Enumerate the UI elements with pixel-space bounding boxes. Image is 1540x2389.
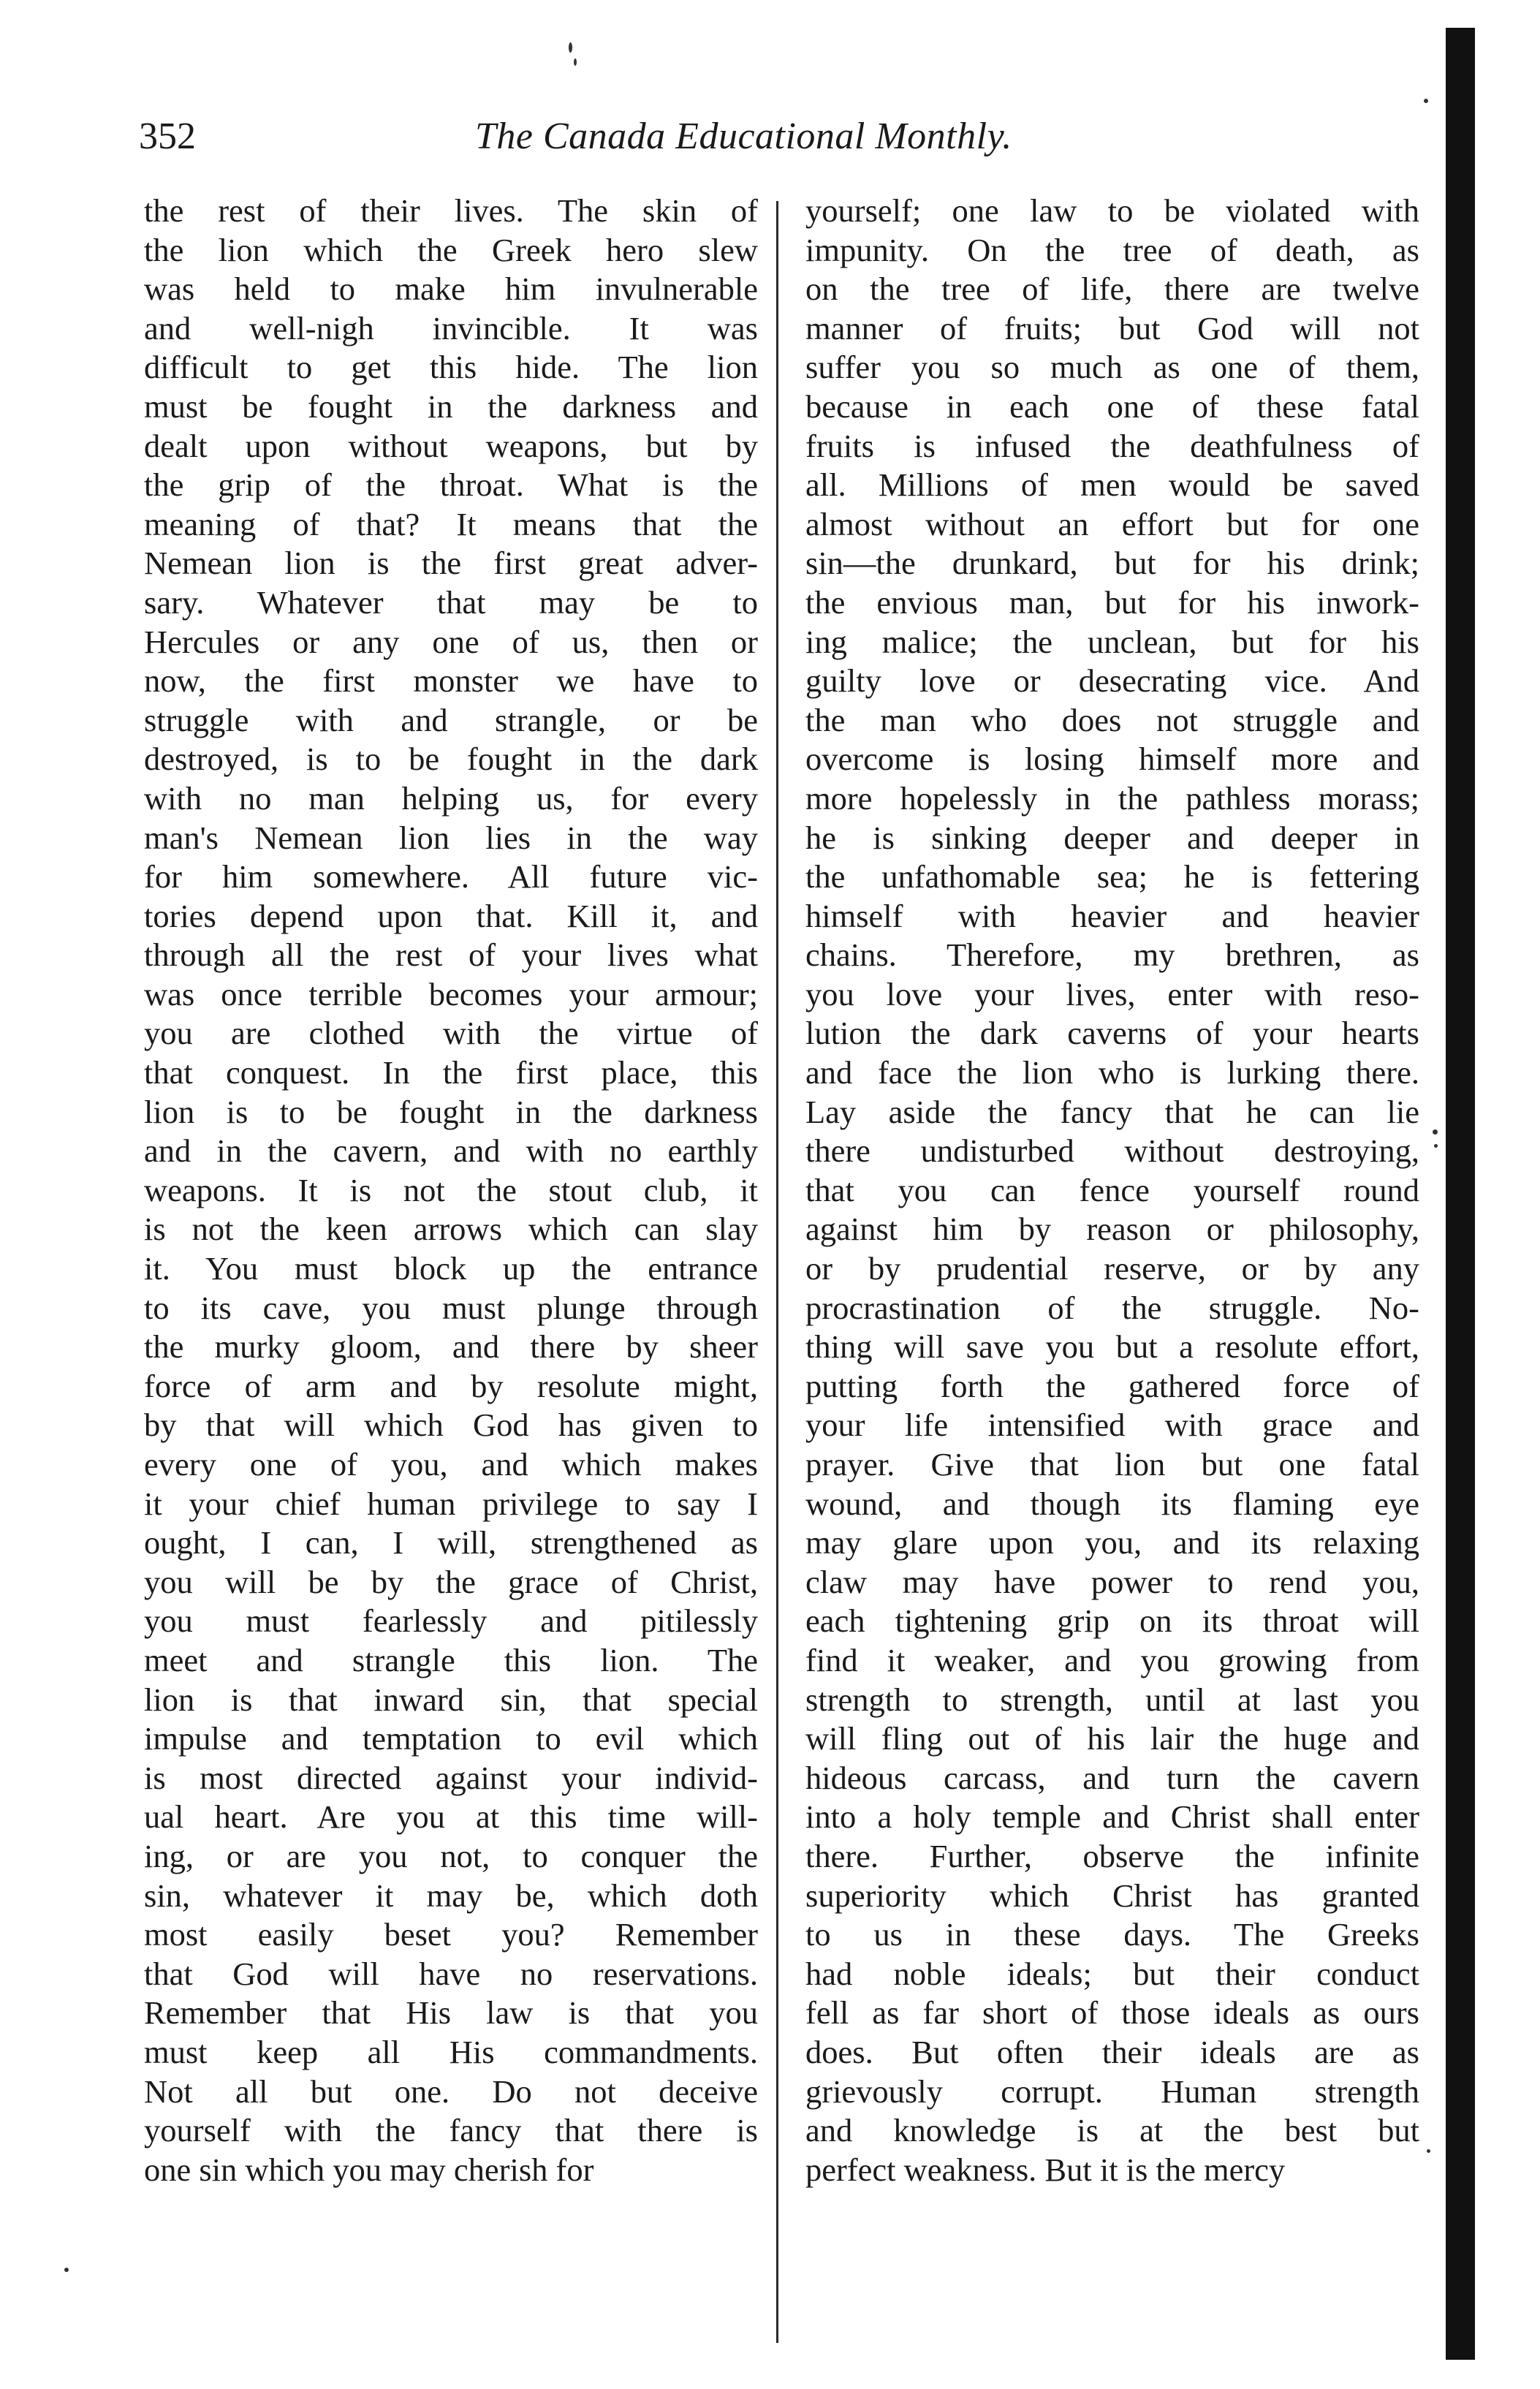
- page-header: [139, 111, 1425, 170]
- scan-speck: [1427, 2149, 1430, 2153]
- page-number: 352: [139, 116, 196, 157]
- text-line: and well-nigh invincible. It was: [144, 309, 758, 347]
- text-line: most easily beset you? Remember: [144, 1916, 758, 1953]
- text-line: the unfathomable sea; he is fettering: [805, 858, 1419, 896]
- text-line: that God will have no reservations.: [144, 1955, 758, 1992]
- text-line: had noble ideals; but their conduct: [805, 1955, 1419, 1992]
- scan-speck: [64, 2268, 69, 2272]
- text-line: ual heart. Are you at this time will-: [144, 1798, 758, 1836]
- text-line: wound, and though its flaming eye: [805, 1485, 1419, 1522]
- text-line: almost without an effort but for one: [805, 505, 1419, 542]
- scan-speck: [1433, 1129, 1438, 1135]
- text-line: sin—the drunkard, but for his drink;: [805, 545, 1419, 582]
- text-line: or by prudential reserve, or by any: [805, 1250, 1419, 1287]
- text-line: that conquest. In the first place, this: [144, 1054, 758, 1091]
- text-line: Nemean lion is the first great adver-: [144, 545, 758, 582]
- scan-speck: [574, 58, 577, 66]
- text-line: hideous carcass, and turn the cavern: [805, 1759, 1419, 1796]
- text-line: there. Further, observe the infinite: [805, 1837, 1419, 1874]
- text-line: difficult to get this hide. The lion: [144, 349, 758, 386]
- text-line: may glare upon you, and its relaxing: [805, 1524, 1419, 1561]
- text-line: Lay aside the fancy that he can lie: [805, 1093, 1419, 1130]
- text-line: impunity. On the tree of death, as: [805, 231, 1419, 268]
- text-line: with no man helping us, for every: [144, 779, 758, 817]
- text-line: ought, I can, I will, strengthened as: [144, 1524, 758, 1561]
- text-line: it your chief human privilege to say I: [144, 1485, 758, 1522]
- text-line: you love your lives, enter with reso-: [805, 975, 1419, 1012]
- scan-edge-bar: [1446, 28, 1475, 2360]
- text-line: must be fought in the darkness and: [144, 387, 758, 425]
- text-line: superiority which Christ has granted: [805, 1877, 1419, 1914]
- text-line: meaning of that? It means that the: [144, 505, 758, 542]
- text-line: impulse and temptation to evil which: [144, 1720, 758, 1757]
- text-line: it. You must block up the entrance: [144, 1250, 758, 1287]
- text-line: was held to make him invulnerable: [144, 270, 758, 308]
- text-line: because in each one of these fatal: [805, 387, 1419, 425]
- text-line: prayer. Give that lion but one fatal: [805, 1446, 1419, 1483]
- text-line: to us in these days. The Greeks: [805, 1916, 1419, 1953]
- text-line: your life intensified with grace and: [805, 1406, 1419, 1444]
- text-line: man's Nemean lion lies in the way: [144, 819, 758, 856]
- text-line: ing, or are you not, to conquer the: [144, 1837, 758, 1874]
- text-line: grievously corrupt. Human strength: [805, 2072, 1419, 2110]
- text-line: destroyed, is to be fought in the dark: [144, 741, 758, 778]
- text-line: more hopelessly in the pathless morass;: [805, 779, 1419, 817]
- text-line: and face the lion who is lurking there.: [805, 1054, 1419, 1091]
- text-line: manner of fruits; but God will not: [805, 309, 1419, 347]
- text-line: fruits is infused the deathfulness of: [805, 427, 1419, 464]
- text-line: by that will which God has given to: [144, 1406, 758, 1444]
- text-line: into a holy temple and Christ shall enter: [805, 1798, 1419, 1836]
- text-line: for him somewhere. All future vic-: [144, 858, 758, 896]
- text-line: yourself; one law to be violated with: [805, 192, 1419, 229]
- text-line: lion is to be fought in the darkness: [144, 1093, 758, 1130]
- text-line: does. But often their ideals are as: [805, 2033, 1419, 2070]
- text-line: tories depend upon that. Kill it, and: [144, 897, 758, 934]
- text-line: against him by reason or philosophy,: [805, 1211, 1419, 1248]
- text-line: claw may have power to rend you,: [805, 1563, 1419, 1600]
- text-line: suffer you so much as one of them,: [805, 349, 1419, 386]
- running-title: The Canada Educational Monthly.: [475, 116, 1012, 157]
- text-line: is most directed against your individ-: [144, 1759, 758, 1796]
- text-line: chains. Therefore, my brethren, as: [805, 936, 1419, 974]
- text-line: perfect weakness. But it is the mercy: [805, 2151, 1286, 2188]
- text-line: one sin which you may cherish for: [144, 2151, 594, 2188]
- text-line: putting forth the gathered force of: [805, 1367, 1419, 1404]
- text-line: force of arm and by resolute might,: [144, 1367, 758, 1404]
- text-line: and in the cavern, and with no earthly: [144, 1132, 758, 1170]
- scan-speck: [569, 42, 572, 53]
- text-line: you are clothed with the virtue of: [144, 1015, 758, 1052]
- text-line: must keep all His commandments.: [144, 2033, 758, 2070]
- text-line: Hercules or any one of us, then or: [144, 623, 758, 660]
- text-line: procrastination of the struggle. No-: [805, 1289, 1419, 1326]
- left-column: [144, 192, 758, 2189]
- text-line: yourself with the fancy that there is: [144, 2112, 758, 2149]
- text-line: overcome is losing himself more and: [805, 741, 1419, 778]
- text-line: sin, whatever it may be, which doth: [144, 1877, 758, 1914]
- text-line: the murky gloom, and there by sheer: [144, 1328, 758, 1366]
- text-line: lution the dark caverns of your hearts: [805, 1015, 1419, 1052]
- text-line: through all the rest of your lives what: [144, 936, 758, 974]
- text-line: all. Millions of men would be saved: [805, 466, 1419, 504]
- text-line: meet and strangle this lion. The: [144, 1641, 758, 1678]
- text-line: now, the first monster we have to: [144, 662, 758, 700]
- text-line: Remember that His law is that you: [144, 1994, 758, 2032]
- text-line: the rest of their lives. The skin of: [144, 192, 758, 229]
- right-column: [805, 192, 1419, 2189]
- text-line: is not the keen arrows which can slay: [144, 1211, 758, 1248]
- text-line: dealt upon without weapons, but by: [144, 427, 758, 464]
- text-line: Not all but one. Do not deceive: [144, 2072, 758, 2110]
- text-line: to its cave, you must plunge through: [144, 1289, 758, 1326]
- text-line: each tightening grip on its throat will: [805, 1602, 1419, 1640]
- text-line: there undisturbed without destroying,: [805, 1132, 1419, 1170]
- column-divider: [776, 201, 778, 2343]
- text-line: himself with heavier and heavier: [805, 897, 1419, 934]
- text-line: struggle with and strangle, or be: [144, 701, 758, 738]
- text-line: sary. Whatever that may be to: [144, 583, 758, 621]
- text-line: lion is that inward sin, that special: [144, 1681, 758, 1718]
- text-line: the man who does not struggle and: [805, 701, 1419, 738]
- text-line: guilty love or desecrating vice. And: [805, 662, 1419, 700]
- text-line: you must fearlessly and pitilessly: [144, 1602, 758, 1640]
- text-line: was once terrible becomes your armour;: [144, 975, 758, 1012]
- text-line: every one of you, and which makes: [144, 1446, 758, 1483]
- text-line: the grip of the throat. What is the: [144, 466, 758, 504]
- text-line: find it weaker, and you growing from: [805, 1641, 1419, 1678]
- text-line: thing will save you but a resolute effort,: [805, 1328, 1419, 1366]
- text-line: the lion which the Greek hero slew: [144, 231, 758, 268]
- text-line: ing malice; the unclean, but for his: [805, 623, 1419, 660]
- text-line: weapons. It is not the stout club, it: [144, 1171, 758, 1208]
- text-line: you will be by the grace of Christ,: [144, 1563, 758, 1600]
- text-line: and knowledge is at the best but: [805, 2112, 1419, 2149]
- scan-speck: [1434, 1144, 1438, 1148]
- text-line: the envious man, but for his inwork-: [805, 583, 1419, 621]
- scan-speck: [1424, 99, 1428, 103]
- text-line: fell as far short of those ideals as ours: [805, 1994, 1419, 2032]
- text-line: that you can fence yourself round: [805, 1171, 1419, 1208]
- text-line: strength to strength, until at last you: [805, 1681, 1419, 1718]
- text-line: will fling out of his lair the huge and: [805, 1720, 1419, 1757]
- text-line: on the tree of life, there are twelve: [805, 270, 1419, 308]
- text-line: he is sinking deeper and deeper in: [805, 819, 1419, 856]
